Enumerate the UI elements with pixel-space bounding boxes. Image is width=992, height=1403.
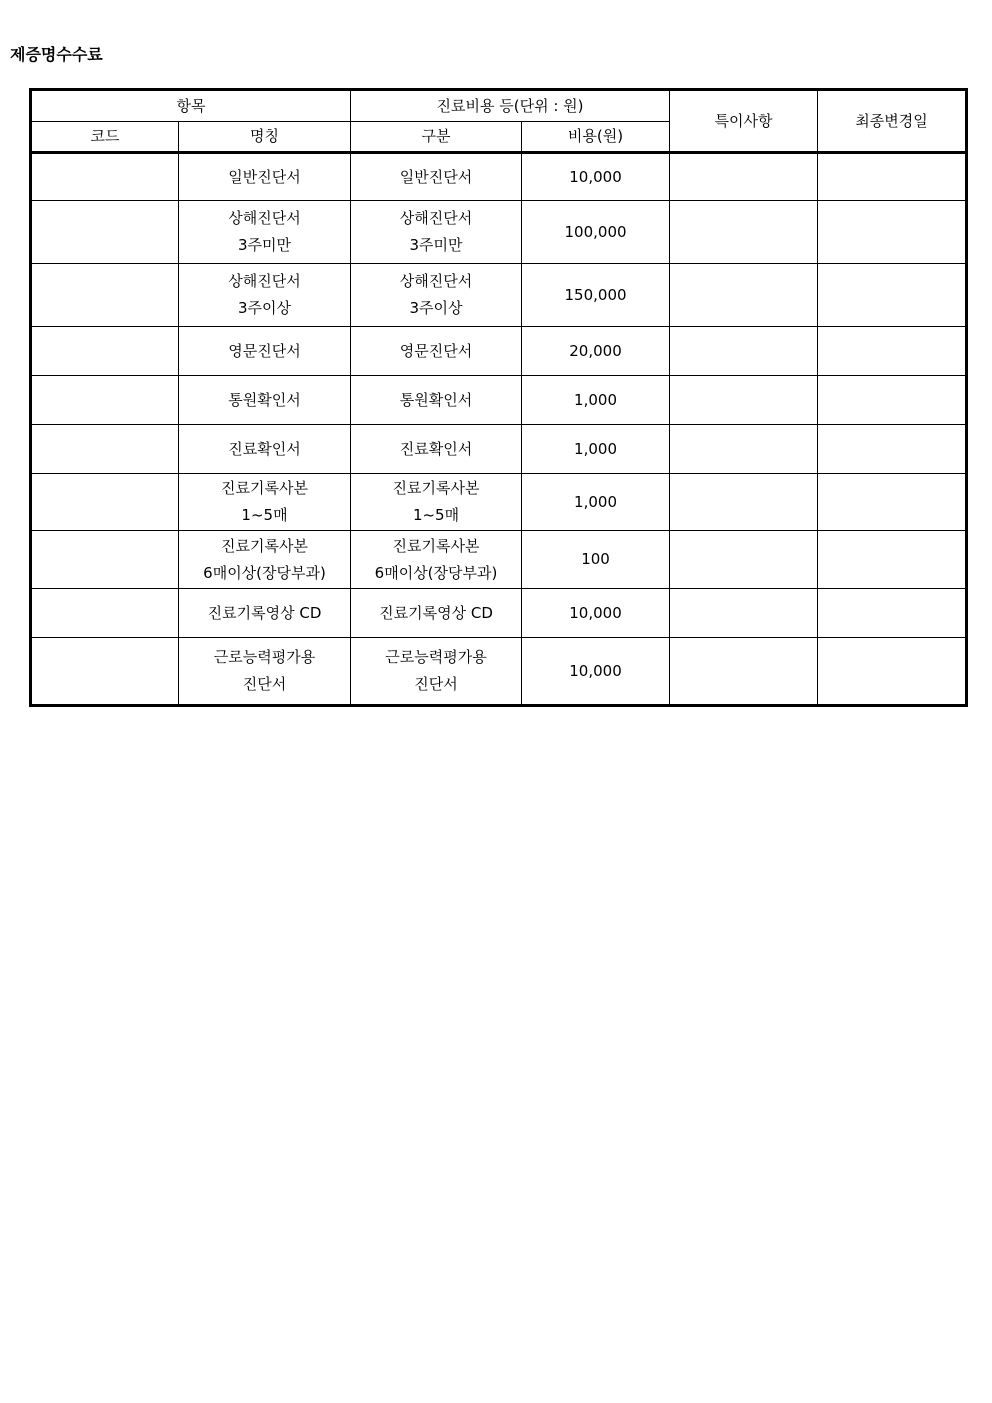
table-body (31, 153, 967, 706)
last-modified-cell (818, 327, 967, 376)
header-cost: 비용(원) (522, 122, 670, 153)
name-cell-line: 영문진단서 (228, 341, 301, 360)
category-cell-line: 6매이상(장당부과) (374, 563, 498, 582)
last-modified-cell (818, 201, 967, 264)
cost-cell (522, 425, 670, 474)
name-cell (179, 327, 351, 376)
name-cell (179, 589, 351, 638)
cost-cell-line: 10,000 (569, 661, 622, 680)
table-row (31, 201, 967, 264)
cost-cell (522, 327, 670, 376)
code-cell (31, 474, 179, 531)
name-cell-line: 근로능력평가용 (213, 648, 316, 666)
remarks-cell (670, 376, 818, 425)
code-cell (31, 153, 179, 201)
category-cell (351, 201, 522, 264)
name-cell (179, 264, 351, 327)
name-cell-line: 3주이상 (238, 299, 292, 317)
code-cell (31, 638, 179, 706)
last-modified-cell (818, 474, 967, 531)
category-cell-line: 진료기록사본 (392, 479, 480, 497)
table-row (31, 589, 967, 638)
header-last-modified: 최종변경일 (818, 90, 967, 153)
last-modified-cell (818, 638, 967, 706)
category-cell (351, 376, 522, 425)
category-cell (351, 638, 522, 706)
table-row (31, 638, 967, 706)
category-cell (351, 327, 522, 376)
last-modified-cell (818, 425, 967, 474)
code-cell (31, 531, 179, 589)
category-cell (351, 153, 522, 201)
last-modified-cell (818, 589, 967, 638)
name-cell-line: 3주미만 (238, 236, 292, 254)
name-cell-line: 통원확인서 (228, 390, 301, 409)
category-cell (351, 531, 522, 589)
table-row (31, 474, 967, 531)
code-cell (31, 327, 179, 376)
cost-cell-line: 10,000 (569, 167, 622, 186)
category-cell-line: 영문진단서 (399, 341, 473, 360)
category-cell-line: 3주이상 (409, 299, 463, 317)
cost-cell (522, 638, 670, 706)
name-cell (179, 474, 351, 531)
cost-cell (522, 201, 670, 264)
table-row (31, 327, 967, 376)
code-cell (31, 264, 179, 327)
code-cell (31, 589, 179, 638)
last-modified-cell (818, 531, 967, 589)
table-row (31, 376, 967, 425)
category-cell (351, 474, 522, 531)
header-code: 코드 (31, 122, 179, 153)
cost-cell-line: 10,000 (569, 603, 622, 622)
remarks-cell (670, 474, 818, 531)
fee-table (29, 88, 968, 707)
category-cell (351, 264, 522, 327)
cost-cell-line: 150,000 (564, 285, 627, 304)
cost-cell-line: 100,000 (564, 222, 627, 241)
header-remarks: 특이사항 (670, 90, 818, 153)
name-cell-line: 상해진단서 (228, 209, 301, 227)
name-cell (179, 638, 351, 706)
category-cell-line: 근로능력평가용 (385, 648, 487, 666)
table-row (31, 264, 967, 327)
cost-cell-line: 20,000 (569, 341, 622, 360)
cost-cell (522, 264, 670, 327)
header-item-group: 항목 (31, 90, 351, 122)
name-cell-line: 진단서 (242, 675, 287, 693)
name-cell (179, 425, 351, 474)
remarks-cell (670, 264, 818, 327)
name-cell (179, 201, 351, 264)
code-cell (31, 376, 179, 425)
header-category: 구분 (351, 122, 522, 153)
name-cell (179, 153, 351, 201)
table-row (31, 425, 967, 474)
cost-cell (522, 589, 670, 638)
name-cell-line: 6매이상(장당부과) (203, 563, 326, 582)
category-cell-line: 상해진단서 (399, 209, 473, 227)
name-cell (179, 531, 351, 589)
cost-cell-line: 1,000 (574, 439, 617, 458)
name-cell (179, 376, 351, 425)
code-cell (31, 425, 179, 474)
remarks-cell (670, 531, 818, 589)
category-cell-line: 진단서 (414, 675, 458, 693)
name-cell-line: 진료확인서 (228, 439, 301, 458)
cost-cell-line: 1,000 (574, 492, 617, 511)
remarks-cell (670, 638, 818, 706)
cost-cell (522, 153, 670, 201)
table-row (31, 531, 967, 589)
category-cell-line: 일반진단서 (399, 167, 473, 186)
name-cell-line: 1~5매 (241, 506, 288, 524)
category-cell-line: 3주미만 (409, 236, 463, 254)
cost-cell-line: 100 (581, 550, 610, 568)
remarks-cell (670, 153, 818, 201)
cost-cell (522, 376, 670, 425)
last-modified-cell (818, 264, 967, 327)
name-cell-line: 진료기록사본 (221, 479, 308, 497)
table-row (31, 153, 967, 201)
category-cell-line: 진료확인서 (399, 439, 473, 458)
header-name: 명칭 (179, 122, 351, 153)
code-cell (31, 201, 179, 264)
header-cost-group: 진료비용 등(단위 : 원) (351, 90, 670, 122)
category-cell-line: 통원확인서 (399, 390, 473, 409)
name-cell-line: 진료기록영상 CD (207, 603, 322, 622)
name-cell-line: 일반진단서 (228, 167, 301, 186)
cost-cell-line: 1,000 (574, 390, 617, 409)
category-cell-line: 진료기록영상 CD (379, 603, 493, 622)
category-cell-line: 진료기록사본 (392, 536, 480, 555)
document-title: 제증명수수료 (10, 45, 103, 64)
name-cell-line: 진료기록사본 (221, 536, 308, 555)
remarks-cell (670, 589, 818, 638)
category-cell-line: 1~5매 (412, 506, 460, 524)
category-cell (351, 425, 522, 474)
category-cell (351, 589, 522, 638)
name-cell-line: 상해진단서 (228, 272, 301, 290)
category-cell-line: 상해진단서 (399, 272, 473, 290)
last-modified-cell (818, 153, 967, 201)
remarks-cell (670, 201, 818, 264)
last-modified-cell (818, 376, 967, 425)
remarks-cell (670, 327, 818, 376)
table-header (31, 90, 967, 153)
cost-cell (522, 474, 670, 531)
cost-cell (522, 531, 670, 589)
remarks-cell (670, 425, 818, 474)
